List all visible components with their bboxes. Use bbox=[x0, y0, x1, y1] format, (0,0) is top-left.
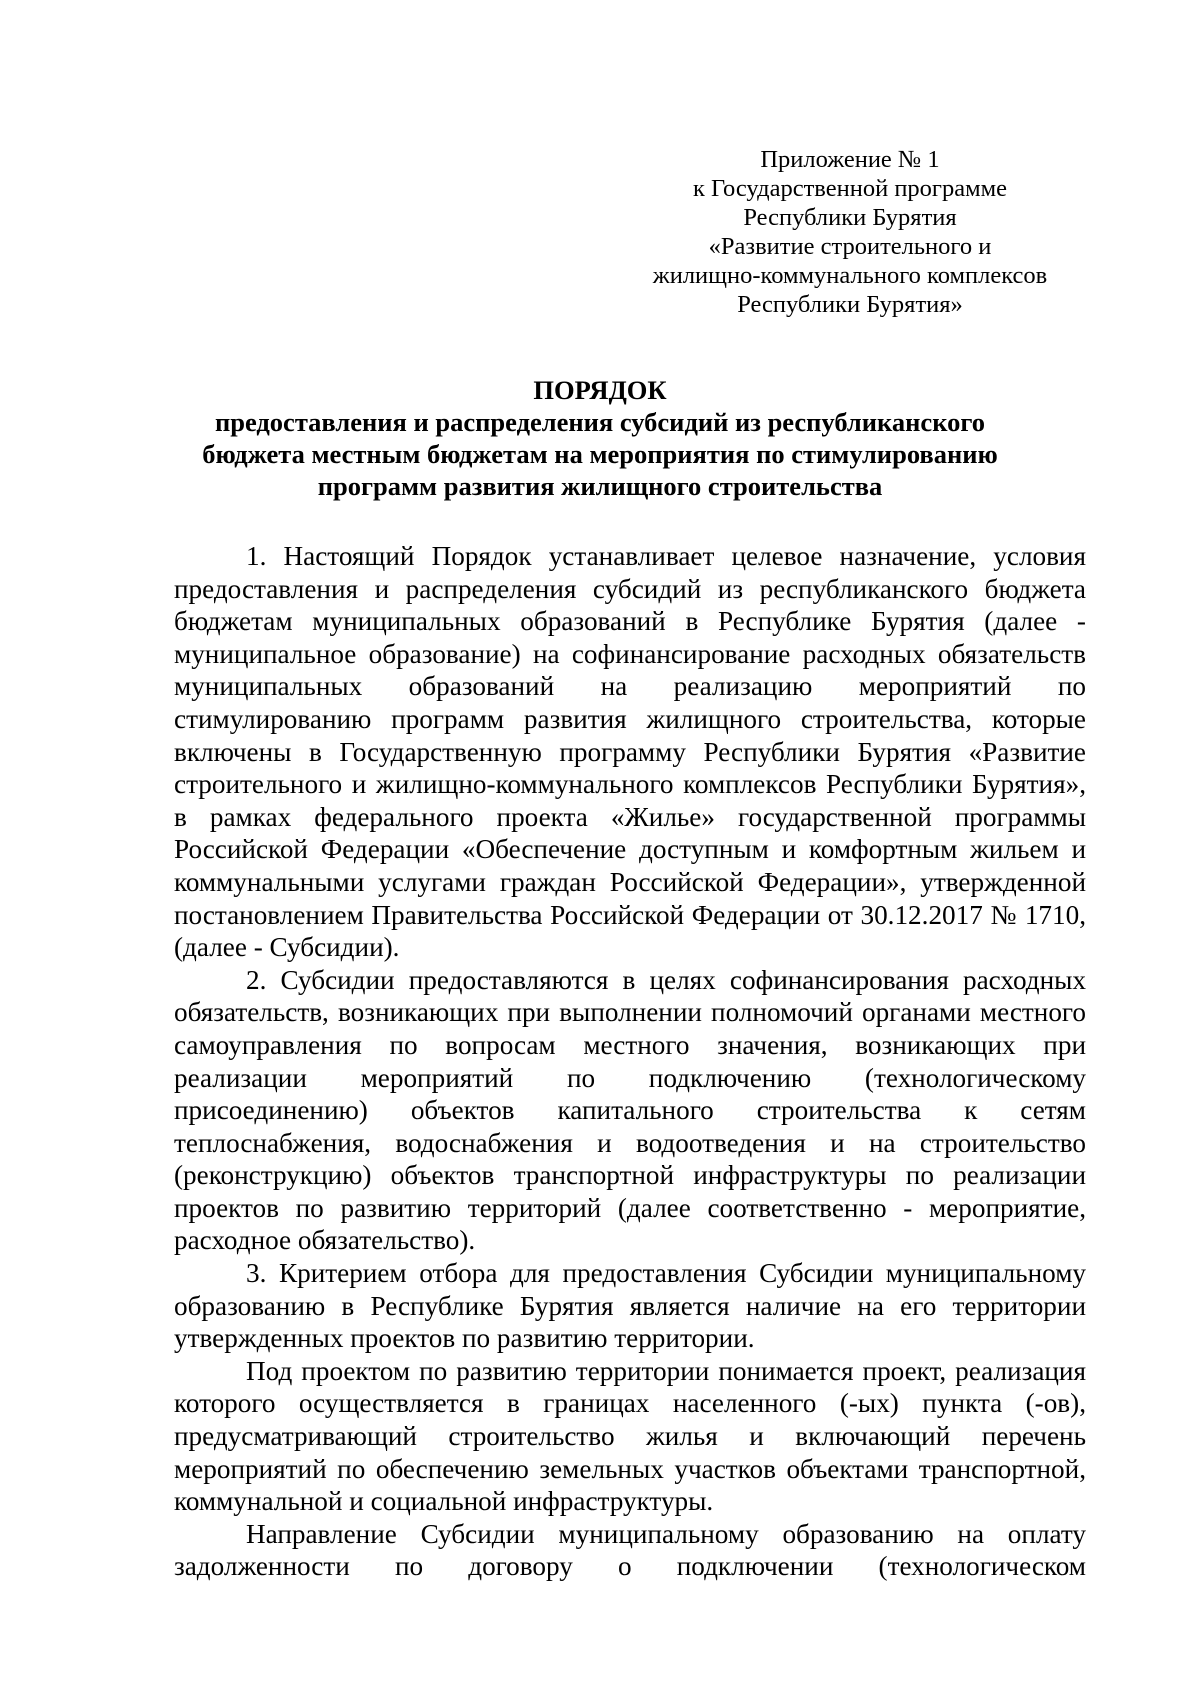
appendix-line: Приложение № 1 bbox=[760, 146, 940, 173]
appendix-line: Республики Бурятия» bbox=[737, 291, 963, 318]
paragraph-4: Под проектом по развитию территории понимается проект, реализация которого осуществляется в границах населенного (-ых) пункта (-ов), предусматривающий строительство жилья и включающий перечень мероприятий по обеспечению земельных участков объектами транспортной, коммунальной и социальной инфраструктуры. bbox=[174, 1355, 1086, 1517]
document-title bbox=[150, 374, 1050, 502]
title-subtitle-line: бюджета местным бюджетам на мероприятия по стимулированию bbox=[202, 439, 998, 469]
paragraph-3: 3. Критерием отбора для предоставления Субсидии муниципальному образованию в Республике Бурятия является наличие на его территории утвержденных проектов по развитию территории. bbox=[174, 1258, 1086, 1354]
appendix-line: «Развитие строительного и bbox=[708, 233, 992, 260]
paragraph-5: Направление Субсидии муниципальному образованию на оплату задолженности по договору о подключении (технологическом bbox=[174, 1518, 1086, 1582]
document-body bbox=[174, 540, 1086, 1583]
appendix-line: к Государственной программе bbox=[692, 175, 1007, 202]
appendix-line: жилищно-коммунального комплексов bbox=[652, 262, 1048, 289]
title-subtitle-line: программ развития жилищного строительства bbox=[317, 471, 883, 501]
appendix-line: Республики Бурятия bbox=[743, 204, 957, 231]
title-subtitle-line: предоставления и распределения субсидий из республиканского bbox=[214, 407, 985, 437]
title-heading: ПОРЯДОК bbox=[533, 375, 667, 405]
appendix-note bbox=[640, 145, 1060, 319]
paragraph-1: 1. Настоящий Порядок устанавливает целевое назначение, условия предоставления и распределения субсидий из республиканского бюджета бюджетам муниципальных образований в Республике Бурятия (далее - муниципальное образование) на софинансирование расходных обязательств муниципальных образований на реализацию мероприятий по стимулированию программ развития жилищного строительства, которые включены в Государственную программу Республики Бурятия «Развитие строительного и жилищно-коммунального комплексов Республики Бурятия», в рамках федерального проекта «Жилье» государственной программы Российской Федерации «Обеспечение доступным и комфортным жильем и коммунальными услугами граждан Российской Федерации», утвержденной постановлением Правительства Российской Федерации от 30.12.2017 № 1710, (далее - Субсидии). bbox=[174, 541, 1086, 963]
paragraph-2: 2. Субсидии предоставляются в целях софинансирования расходных обязательств, возникающих при выполнении полномочий органами местного самоуправления по вопросам местного значения, возникающих при реализации мероприятий по подключению (технологическому присоединению) объектов капитального строительства к сетям теплоснабжения, водоснабжения и водоотведения и на строительство (реконструкцию) объектов транспортной инфраструктуры по реализации проектов по развитию территорий (далее соответственно - мероприятие, расходное обязательство). bbox=[174, 964, 1086, 1256]
